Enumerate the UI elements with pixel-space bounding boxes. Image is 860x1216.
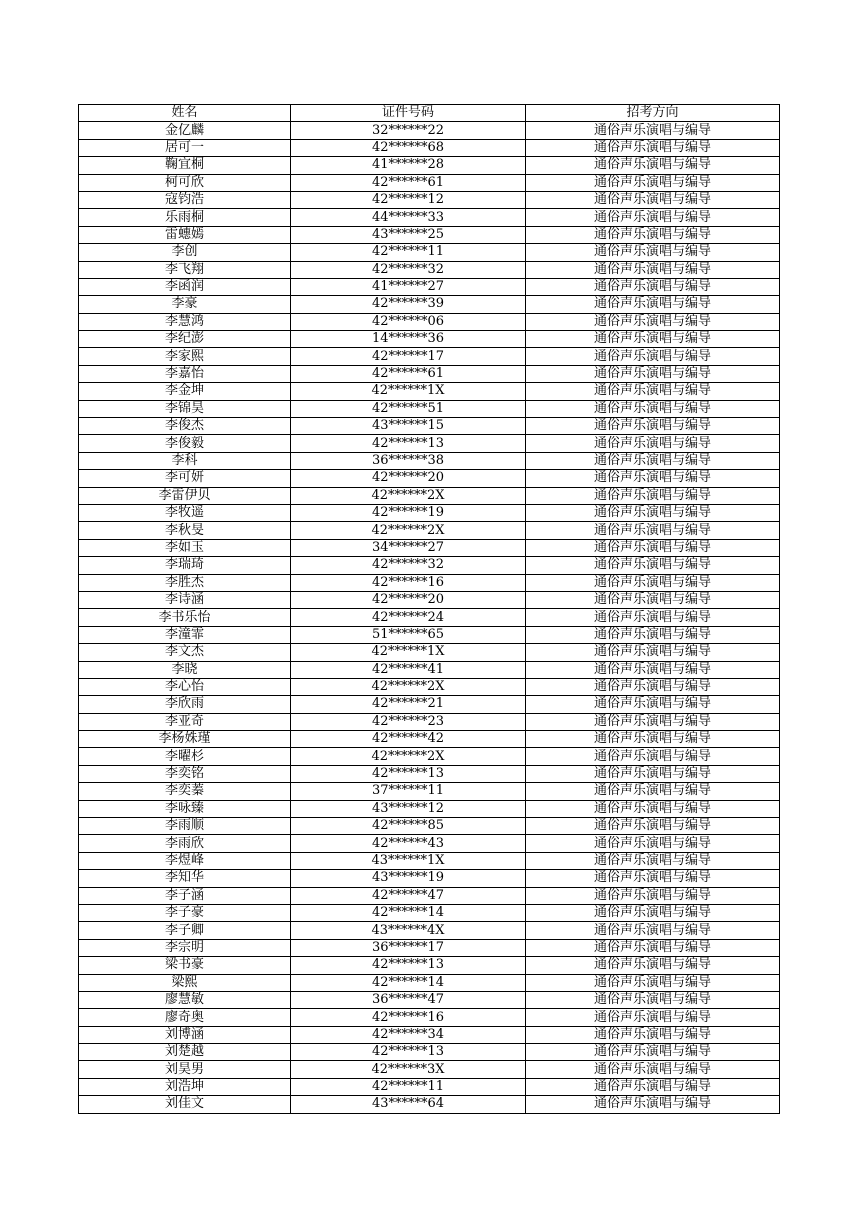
table-row [79,452,780,469]
cell-name: 李嘉怡 [79,365,291,382]
cell-direction: 通俗声乐演唱与编导 [526,470,780,487]
cell-id-number: 42******32 [291,557,526,574]
cell-direction: 通俗声乐演唱与编导 [526,1009,780,1026]
cell-id-number: 42******2X [291,522,526,539]
table-row [79,678,780,695]
table-row [79,365,780,382]
cell-direction: 通俗声乐演唱与编导 [526,174,780,191]
table-row [79,400,780,417]
cell-id-number: 42******61 [291,174,526,191]
cell-direction: 通俗声乐演唱与编导 [526,278,780,295]
cell-name: 李纪澎 [79,331,291,348]
cell-direction: 通俗声乐演唱与编导 [526,191,780,208]
table-row [79,1009,780,1026]
table-row [79,1026,780,1043]
cell-direction: 通俗声乐演唱与编导 [526,209,780,226]
cell-id-number: 42******12 [291,191,526,208]
cell-direction: 通俗声乐演唱与编导 [526,748,780,765]
cell-direction: 通俗声乐演唱与编导 [526,991,780,1008]
cell-direction: 通俗声乐演唱与编导 [526,226,780,243]
cell-direction: 通俗声乐演唱与编导 [526,661,780,678]
cell-id-number: 42******42 [291,731,526,748]
cell-id-number: 42******13 [291,765,526,782]
cell-id-number: 42******2X [291,748,526,765]
cell-name: 刘佳文 [79,1096,291,1113]
cell-direction: 通俗声乐演唱与编导 [526,818,780,835]
cell-id-number: 42******19 [291,504,526,521]
cell-name: 李锦昊 [79,400,291,417]
cell-id-number: 42******11 [291,1078,526,1095]
cell-name: 李曜杉 [79,748,291,765]
cell-id-number: 42******34 [291,1026,526,1043]
cell-id-number: 42******2X [291,487,526,504]
cell-name: 李杨姝瑾 [79,731,291,748]
cell-direction: 通俗声乐演唱与编导 [526,1026,780,1043]
cell-name: 李知华 [79,870,291,887]
cell-name: 李科 [79,452,291,469]
table-row [79,626,780,643]
cell-id-number: 43******12 [291,800,526,817]
cell-id-number: 42******14 [291,904,526,921]
cell-direction: 通俗声乐演唱与编导 [526,557,780,574]
cell-name: 李亚奇 [79,713,291,730]
cell-id-number: 42******16 [291,574,526,591]
cell-id-number: 42******2X [291,678,526,695]
cell-id-number: 34******27 [291,539,526,556]
cell-name: 李可妍 [79,470,291,487]
cell-name: 李子涵 [79,887,291,904]
table-row [79,957,780,974]
cell-name: 李飞翔 [79,261,291,278]
cell-name: 李豪 [79,296,291,313]
cell-name: 刘博涵 [79,1026,291,1043]
cell-id-number: 43******19 [291,870,526,887]
cell-direction: 通俗声乐演唱与编导 [526,1078,780,1095]
cell-direction: 通俗声乐演唱与编导 [526,644,780,661]
table-row [79,383,780,400]
table-row [79,313,780,330]
cell-id-number: 42******1X [291,644,526,661]
cell-name: 李俊杰 [79,418,291,435]
table-row [79,244,780,261]
cell-id-number: 37******11 [291,783,526,800]
cell-id-number: 42******20 [291,591,526,608]
cell-id-number: 51******65 [291,626,526,643]
cell-direction: 通俗声乐演唱与编导 [526,783,780,800]
cell-name: 柯可欣 [79,174,291,191]
header-row [79,105,780,122]
table-row [79,1044,780,1061]
table-row [79,435,780,452]
cell-direction: 通俗声乐演唱与编导 [526,418,780,435]
cell-name: 李书乐怡 [79,609,291,626]
cell-name: 李雷伊贝 [79,487,291,504]
table-row [79,418,780,435]
cell-name: 李瑞琦 [79,557,291,574]
cell-direction: 通俗声乐演唱与编导 [526,365,780,382]
cell-direction: 通俗声乐演唱与编导 [526,139,780,156]
table-row [79,487,780,504]
cell-name: 李子豪 [79,904,291,921]
cell-direction: 通俗声乐演唱与编导 [526,765,780,782]
table-row [79,539,780,556]
cell-direction: 通俗声乐演唱与编导 [526,731,780,748]
cell-name: 李心怡 [79,678,291,695]
cell-id-number: 42******68 [291,139,526,156]
cell-id-number: 36******47 [291,991,526,1008]
cell-direction: 通俗声乐演唱与编导 [526,452,780,469]
cell-id-number: 42******16 [291,1009,526,1026]
cell-id-number: 43******15 [291,418,526,435]
table-row [79,209,780,226]
cell-name: 李牧遥 [79,504,291,521]
cell-id-number: 43******25 [291,226,526,243]
cell-direction: 通俗声乐演唱与编导 [526,539,780,556]
cell-direction: 通俗声乐演唱与编导 [526,904,780,921]
table-row [79,974,780,991]
cell-name: 李晓 [79,661,291,678]
cell-id-number: 32******22 [291,122,526,139]
cell-id-number: 42******13 [291,435,526,452]
cell-id-number: 42******20 [291,470,526,487]
cell-direction: 通俗声乐演唱与编导 [526,435,780,452]
cell-name: 李如玉 [79,539,291,556]
cell-name: 李创 [79,244,291,261]
cell-direction: 通俗声乐演唱与编导 [526,487,780,504]
cell-id-number: 36******17 [291,939,526,956]
cell-direction: 通俗声乐演唱与编导 [526,713,780,730]
cell-name: 李宗明 [79,939,291,956]
cell-id-number: 41******28 [291,157,526,174]
cell-name: 李家熙 [79,348,291,365]
cell-id-number: 42******32 [291,261,526,278]
cell-direction: 通俗声乐演唱与编导 [526,313,780,330]
cell-direction: 通俗声乐演唱与编导 [526,244,780,261]
cell-direction: 通俗声乐演唱与编导 [526,696,780,713]
cell-id-number: 41******27 [291,278,526,295]
cell-direction: 通俗声乐演唱与编导 [526,678,780,695]
cell-direction: 通俗声乐演唱与编导 [526,957,780,974]
table-row [79,157,780,174]
cell-id-number: 42******13 [291,1044,526,1061]
table-row [79,1096,780,1113]
cell-id-number: 43******4X [291,922,526,939]
table-row [79,748,780,765]
header-id-number: 证件号码 [291,105,526,122]
cell-direction: 通俗声乐演唱与编导 [526,1061,780,1078]
table-row [79,470,780,487]
table-row [79,731,780,748]
table-row [79,713,780,730]
table-row [79,765,780,782]
table-row [79,609,780,626]
cell-name: 李文杰 [79,644,291,661]
table-row [79,783,780,800]
table-row [79,904,780,921]
cell-name: 李雨顺 [79,818,291,835]
cell-direction: 通俗声乐演唱与编导 [526,852,780,869]
cell-name: 李雨欣 [79,835,291,852]
cell-direction: 通俗声乐演唱与编导 [526,870,780,887]
table-row [79,557,780,574]
cell-id-number: 44******33 [291,209,526,226]
header-name: 姓名 [79,105,291,122]
cell-id-number: 42******51 [291,400,526,417]
cell-name: 乐雨桐 [79,209,291,226]
cell-name: 鞠宜桐 [79,157,291,174]
cell-name: 金亿麟 [79,122,291,139]
cell-name: 梁书豪 [79,957,291,974]
cell-name: 李胜杰 [79,574,291,591]
cell-name: 雷蟪嫣 [79,226,291,243]
table-body [79,122,780,1113]
table-row [79,591,780,608]
cell-name: 李煜峰 [79,852,291,869]
cell-direction: 通俗声乐演唱与编导 [526,835,780,852]
cell-direction: 通俗声乐演唱与编导 [526,974,780,991]
cell-id-number: 42******13 [291,957,526,974]
cell-id-number: 43******64 [291,1096,526,1113]
cell-direction: 通俗声乐演唱与编导 [526,1044,780,1061]
table-row [79,835,780,852]
cell-name: 刘浩坤 [79,1078,291,1095]
cell-direction: 通俗声乐演唱与编导 [526,922,780,939]
table-row [79,522,780,539]
cell-name: 李子卿 [79,922,291,939]
cell-direction: 通俗声乐演唱与编导 [526,591,780,608]
table-row [79,870,780,887]
table-row [79,139,780,156]
cell-name: 刘昊男 [79,1061,291,1078]
table-row [79,278,780,295]
cell-id-number: 42******21 [291,696,526,713]
cell-name: 李欣雨 [79,696,291,713]
cell-direction: 通俗声乐演唱与编导 [526,383,780,400]
cell-direction: 通俗声乐演唱与编导 [526,331,780,348]
cell-direction: 通俗声乐演唱与编导 [526,522,780,539]
cell-id-number: 42******85 [291,818,526,835]
cell-direction: 通俗声乐演唱与编导 [526,887,780,904]
table-row [79,818,780,835]
cell-name: 李奕铭 [79,765,291,782]
cell-name: 李咏臻 [79,800,291,817]
table-row [79,800,780,817]
table-row [79,261,780,278]
cell-id-number: 42******06 [291,313,526,330]
cell-direction: 通俗声乐演唱与编导 [526,504,780,521]
table-row [79,852,780,869]
cell-name: 廖奇奥 [79,1009,291,1026]
cell-id-number: 43******1X [291,852,526,869]
table-row [79,1061,780,1078]
cell-id-number: 42******14 [291,974,526,991]
cell-direction: 通俗声乐演唱与编导 [526,609,780,626]
cell-direction: 通俗声乐演唱与编导 [526,157,780,174]
table-row [79,504,780,521]
cell-name: 李秋旻 [79,522,291,539]
table-row [79,661,780,678]
cell-direction: 通俗声乐演唱与编导 [526,626,780,643]
cell-id-number: 42******41 [291,661,526,678]
table-row [79,939,780,956]
cell-name: 廖慧敏 [79,991,291,1008]
cell-name: 李诗涵 [79,591,291,608]
cell-name: 寇钧浩 [79,191,291,208]
cell-direction: 通俗声乐演唱与编导 [526,296,780,313]
cell-direction: 通俗声乐演唱与编导 [526,1096,780,1113]
cell-name: 李奕蓁 [79,783,291,800]
table-row [79,887,780,904]
cell-direction: 通俗声乐演唱与编导 [526,800,780,817]
cell-id-number: 42******17 [291,348,526,365]
cell-direction: 通俗声乐演唱与编导 [526,348,780,365]
cell-name: 李潼霏 [79,626,291,643]
cell-id-number: 14******36 [291,331,526,348]
cell-direction: 通俗声乐演唱与编导 [526,122,780,139]
table-row [79,296,780,313]
header-direction: 招考方向 [526,105,780,122]
table-row [79,1078,780,1095]
cell-id-number: 42******24 [291,609,526,626]
table-row [79,574,780,591]
cell-id-number: 42******11 [291,244,526,261]
table-row [79,922,780,939]
cell-name: 李俊毅 [79,435,291,452]
cell-id-number: 42******1X [291,383,526,400]
cell-id-number: 42******3X [291,1061,526,1078]
cell-direction: 通俗声乐演唱与编导 [526,939,780,956]
cell-id-number: 42******43 [291,835,526,852]
cell-name: 居可一 [79,139,291,156]
cell-id-number: 36******38 [291,452,526,469]
cell-name: 梁熙 [79,974,291,991]
table-row [79,991,780,1008]
cell-id-number: 42******23 [291,713,526,730]
cell-direction: 通俗声乐演唱与编导 [526,574,780,591]
table-row [79,191,780,208]
cell-id-number: 42******61 [291,365,526,382]
table-row [79,174,780,191]
roster-sheet [78,104,779,1114]
table-row [79,696,780,713]
roster-table [78,104,780,1114]
table-row [79,644,780,661]
cell-name: 李函润 [79,278,291,295]
cell-direction: 通俗声乐演唱与编导 [526,261,780,278]
table-row [79,122,780,139]
cell-direction: 通俗声乐演唱与编导 [526,400,780,417]
cell-name: 刘楚越 [79,1044,291,1061]
cell-id-number: 42******39 [291,296,526,313]
cell-name: 李慧鸿 [79,313,291,330]
table-row [79,226,780,243]
cell-name: 李金坤 [79,383,291,400]
cell-id-number: 42******47 [291,887,526,904]
table-row [79,331,780,348]
table-row [79,348,780,365]
